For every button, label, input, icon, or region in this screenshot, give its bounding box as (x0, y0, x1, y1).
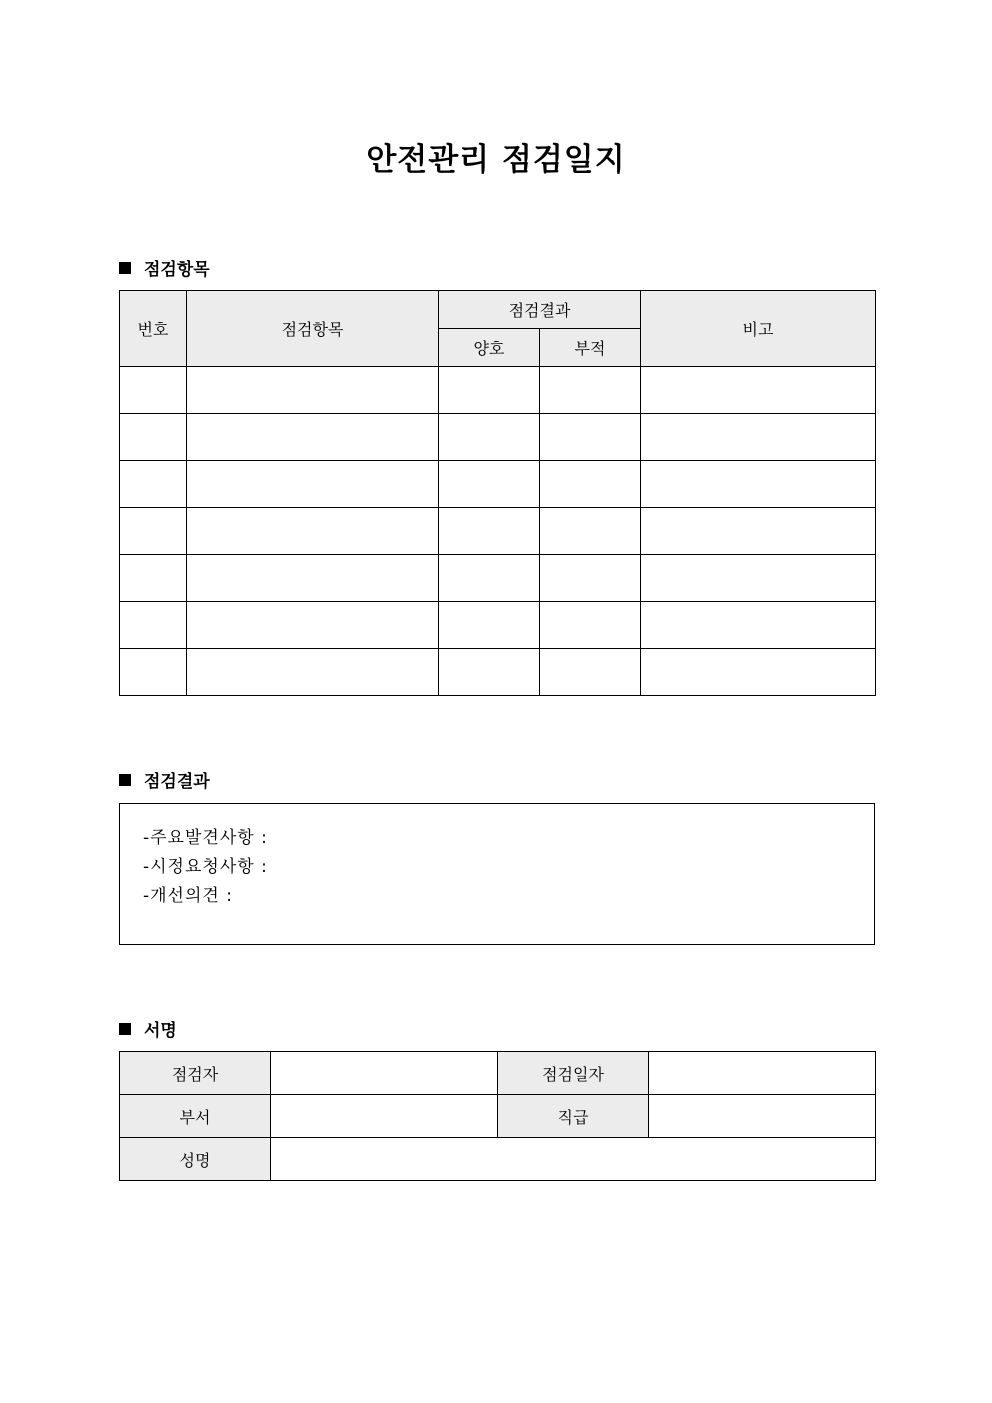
table-row (120, 1052, 876, 1095)
table-row (120, 414, 876, 461)
cell-item[interactable] (187, 367, 439, 414)
table-row (120, 461, 876, 508)
section-heading-inspection (119, 255, 210, 280)
result-line-findings: -주요발견사항 : (143, 828, 268, 848)
field-inspector[interactable] (271, 1052, 498, 1095)
cell-bad[interactable] (540, 414, 641, 461)
black-square-icon (119, 1023, 131, 1035)
cell-number[interactable] (120, 461, 187, 508)
table-row (120, 649, 876, 696)
signature-table (119, 1051, 876, 1181)
cell-number[interactable] (120, 602, 187, 649)
inspection-table (119, 290, 876, 696)
label-inspection-date: 점검일자 (498, 1052, 649, 1095)
result-line-corrections: -시정요청사항 : (143, 857, 268, 877)
black-square-icon (119, 262, 131, 274)
cell-number[interactable] (120, 367, 187, 414)
cell-remark[interactable] (641, 555, 876, 602)
label-department: 부서 (120, 1095, 271, 1138)
cell-remark[interactable] (641, 414, 876, 461)
label-name: 성명 (120, 1138, 271, 1181)
cell-good[interactable] (439, 649, 540, 696)
result-line-suggestions: -개선의견 : (143, 886, 233, 906)
cell-bad[interactable] (540, 649, 641, 696)
header-bad: 부적 (540, 329, 641, 367)
cell-bad[interactable] (540, 555, 641, 602)
black-square-icon (119, 774, 131, 786)
section-heading-label: 서명 (144, 1021, 177, 1041)
cell-good[interactable] (439, 602, 540, 649)
cell-item[interactable] (187, 649, 439, 696)
table-row (120, 1138, 876, 1181)
cell-good[interactable] (439, 555, 540, 602)
section-heading-label: 점검항목 (144, 260, 210, 280)
cell-item[interactable] (187, 555, 439, 602)
header-result: 점검결과 (439, 291, 641, 329)
cell-item[interactable] (187, 414, 439, 461)
cell-remark[interactable] (641, 508, 876, 555)
cell-remark[interactable] (641, 649, 876, 696)
table-row (120, 508, 876, 555)
field-inspection-date[interactable] (649, 1052, 876, 1095)
cell-item[interactable] (187, 461, 439, 508)
section-heading-signature (119, 1016, 177, 1041)
cell-good[interactable] (439, 367, 540, 414)
cell-good[interactable] (439, 414, 540, 461)
table-row (120, 1095, 876, 1138)
label-inspector: 점검자 (120, 1052, 271, 1095)
cell-number[interactable] (120, 555, 187, 602)
label-position: 직급 (498, 1095, 649, 1138)
table-row (120, 367, 876, 414)
header-good: 양호 (439, 329, 540, 367)
cell-remark[interactable] (641, 367, 876, 414)
cell-number[interactable] (120, 508, 187, 555)
table-row (120, 555, 876, 602)
field-name[interactable] (271, 1138, 876, 1181)
cell-bad[interactable] (540, 461, 641, 508)
cell-remark[interactable] (641, 602, 876, 649)
cell-good[interactable] (439, 461, 540, 508)
cell-item[interactable] (187, 602, 439, 649)
cell-item[interactable] (187, 508, 439, 555)
section-heading-label: 점검결과 (144, 772, 210, 792)
cell-remark[interactable] (641, 461, 876, 508)
header-number: 번호 (120, 291, 187, 367)
field-position[interactable] (649, 1095, 876, 1138)
result-box[interactable] (119, 803, 875, 945)
cell-bad[interactable] (540, 508, 641, 555)
cell-bad[interactable] (540, 602, 641, 649)
header-remark: 비고 (641, 291, 876, 367)
table-row (120, 602, 876, 649)
cell-number[interactable] (120, 649, 187, 696)
cell-number[interactable] (120, 414, 187, 461)
cell-bad[interactable] (540, 367, 641, 414)
page-title: 안전관리 점검일지 (366, 142, 626, 178)
section-heading-result (119, 767, 210, 792)
field-department[interactable] (271, 1095, 498, 1138)
header-item: 점검항목 (187, 291, 439, 367)
cell-good[interactable] (439, 508, 540, 555)
